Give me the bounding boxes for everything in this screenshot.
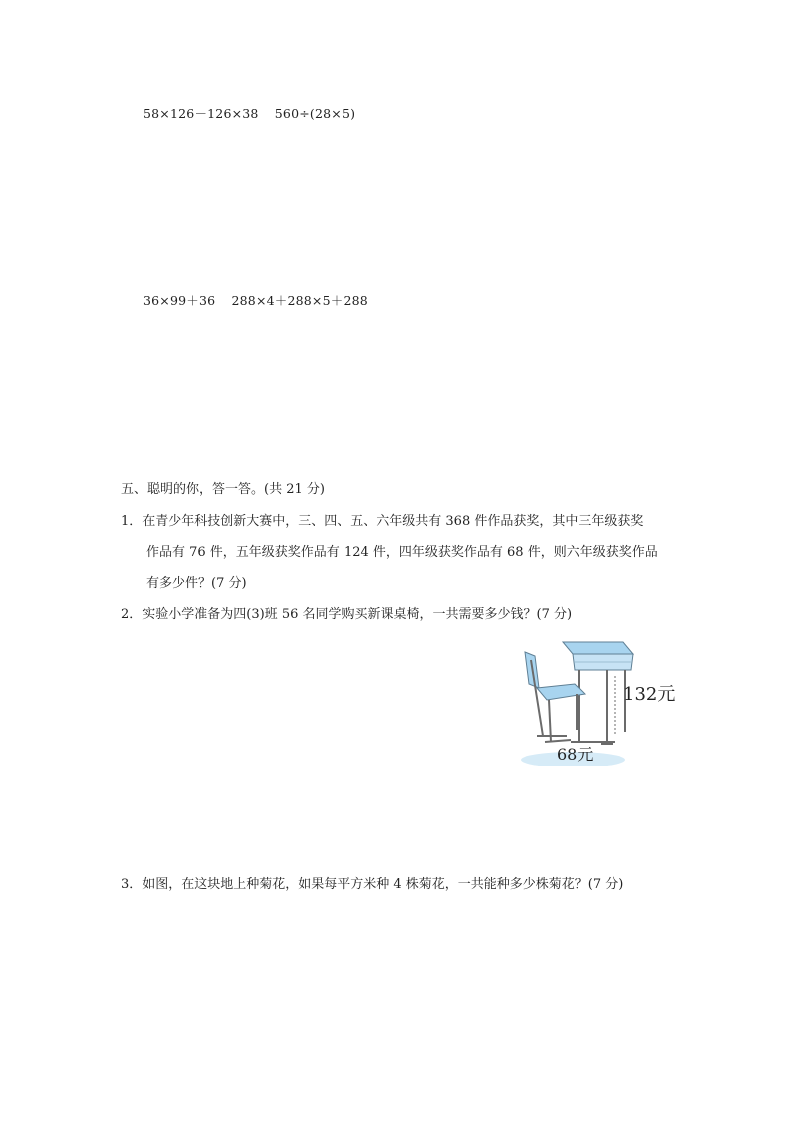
question-1-line-3: 有多少件？(7 分) [146,576,247,591]
expression: 560÷(28×5) [274,106,356,121]
desk-top [563,642,633,654]
question-2: 2．实验小学准备为四(3)班 56 名同学购买新课桌椅，一共需要多少钱？(7 分) [121,607,573,622]
question-3: 3．如图，在这块地上种菊花，如果每平方米种 4 株菊花，一共能种多少株菊花？(7 分) [121,877,624,892]
expression: 288×4＋288×5＋288 [231,293,368,308]
calc-row-2 [143,291,368,309]
question-1-line-2: 作品有 76 件，五年级获奖作品有 124 件，四年级获奖作品有 68 件，则六年级获奖作品 [146,545,658,560]
calc-row-1 [143,104,355,122]
expression: 36×99＋36 [143,293,216,308]
desk-price-label: 132元 [623,684,676,705]
chair-price-label: 68元 [557,745,594,764]
expression: 58×126－126×38 [143,106,259,121]
desk-chair-figure [515,632,685,766]
section-heading: 五、聪明的你，答一答。(共 21 分) [121,482,325,497]
question-1-line-1: 1．在青少年科技创新大赛中，三、四、五、六年级共有 368 件作品获奖，其中三年级获奖 [121,514,644,529]
